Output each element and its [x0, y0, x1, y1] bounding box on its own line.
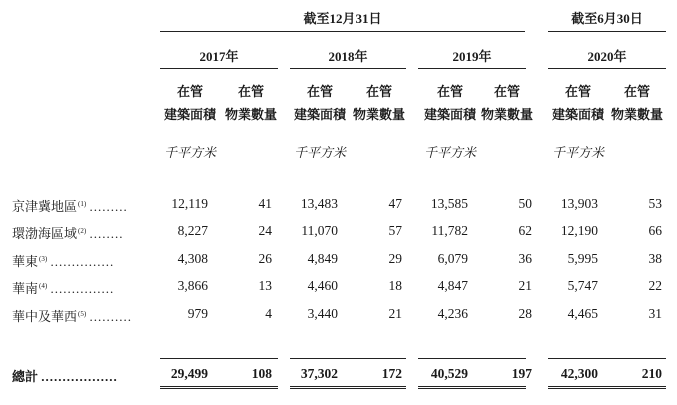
year-rule	[548, 68, 666, 69]
year-header: 2018年	[328, 49, 368, 64]
table-cell: 3,866	[177, 278, 208, 293]
period-header-jun30: 截至6月30日	[571, 11, 643, 26]
total-rule	[418, 358, 526, 359]
table-cell: 4,849	[307, 251, 338, 266]
total-label: 總計 ..................	[12, 369, 118, 384]
table-cell: 53	[648, 196, 662, 211]
column-header-area: 在管 建築面積	[293, 84, 346, 122]
column-header-area: 在管 建築面積	[551, 84, 604, 122]
total-cell: 42,300	[560, 366, 598, 381]
total-cell: 108	[251, 366, 272, 381]
year-rule	[290, 68, 406, 69]
total-double-rule	[160, 386, 278, 389]
table-cell: 13,483	[300, 196, 338, 211]
table-cell: 8,227	[177, 223, 208, 238]
total-double-rule	[290, 386, 406, 389]
table-cell: 47	[388, 196, 402, 211]
footnote-marker: (4)	[39, 282, 48, 290]
table-cell: 21	[518, 278, 532, 293]
period-header-dec31: 截至12月31日	[303, 11, 382, 26]
table-cell: 66	[648, 223, 662, 238]
column-header-count: 在管 物業數量	[352, 84, 405, 122]
table-cell: 4,460	[307, 278, 338, 293]
total-cell: 37,302	[300, 366, 338, 381]
column-header-count: 在管 物業數量	[224, 84, 277, 122]
total-cell: 210	[641, 366, 662, 381]
table-cell: 4,308	[177, 251, 208, 266]
column-header-area: 在管 建築面積	[423, 84, 476, 122]
total-rule	[548, 358, 666, 359]
year-header: 2017年	[199, 49, 239, 64]
table-cell: 5,747	[567, 278, 598, 293]
table-cell: 21	[388, 306, 402, 321]
table-cell: 41	[258, 196, 272, 211]
column-header-area: 在管 建築面積	[163, 84, 216, 122]
unit-label: 千平方米	[423, 145, 476, 160]
total-cell: 172	[381, 366, 402, 381]
total-double-rule	[418, 386, 526, 389]
table-cell: 13	[258, 278, 272, 293]
table-cell: 22	[648, 278, 662, 293]
table-cell: 62	[518, 223, 532, 238]
column-header-count: 在管 物業數量	[480, 84, 533, 122]
total-cell: 29,499	[170, 366, 208, 381]
row-label: 環渤海區域$^{(2)}$ ........	[12, 226, 124, 241]
table-cell: 18	[388, 278, 402, 293]
table-cell: 4,236	[437, 306, 468, 321]
table-cell: 29	[388, 251, 402, 266]
table-cell: 979	[187, 306, 208, 321]
table-cell: 28	[518, 306, 532, 321]
table-cell: 4	[265, 306, 272, 321]
year-header: 2020年	[587, 49, 627, 64]
total-rule	[232, 358, 278, 359]
table-cell: 4,847	[437, 278, 468, 293]
row-label: 華南$^{(4)}$ ...............	[12, 281, 115, 296]
table-cell: 6,079	[437, 251, 468, 266]
table-cell: 24	[258, 223, 272, 238]
unit-label: 千平方米	[293, 145, 346, 160]
table-cell: 11,782	[431, 223, 468, 238]
table-cell: 31	[648, 306, 662, 321]
header-rule	[160, 31, 525, 32]
total-double-rule	[548, 386, 666, 389]
unit-label: 千平方米	[163, 145, 216, 160]
table-cell: 50	[518, 196, 532, 211]
row-label: 京津冀地區$^{(1)}$ .........	[12, 199, 128, 214]
table-cell: 4,465	[567, 306, 598, 321]
unit-label: 千平方米	[551, 145, 604, 160]
total-cell: 197	[511, 366, 532, 381]
column-header-count: 在管 物業數量	[610, 84, 663, 122]
year-rule	[418, 68, 526, 69]
total-rule	[290, 358, 406, 359]
table-cell: 57	[388, 223, 402, 238]
table-cell: 13,585	[430, 196, 468, 211]
table-cell: 26	[258, 251, 272, 266]
table-cell: 3,440	[307, 306, 338, 321]
year-rule	[160, 68, 278, 69]
table-cell: 13,903	[560, 196, 598, 211]
year-header: 2019年	[452, 49, 492, 64]
footnote-marker: (3)	[39, 255, 48, 263]
footnote-marker: (2)	[78, 227, 87, 235]
footnote-marker: (1)	[78, 200, 87, 208]
table-cell: 5,995	[567, 251, 598, 266]
row-label: 華中及華西$^{(5)}$ ..........	[12, 309, 132, 324]
table-cell: 36	[518, 251, 532, 266]
total-cell: 40,529	[430, 366, 468, 381]
table-cell: 11,070	[301, 223, 338, 238]
table-cell: 38	[648, 251, 662, 266]
header-rule	[548, 31, 666, 32]
row-label: 華東$^{(3)}$ ...............	[12, 254, 115, 269]
table-cell: 12,190	[560, 223, 598, 238]
table-cell: 12,119	[171, 196, 208, 211]
footnote-marker: (5)	[78, 310, 87, 318]
